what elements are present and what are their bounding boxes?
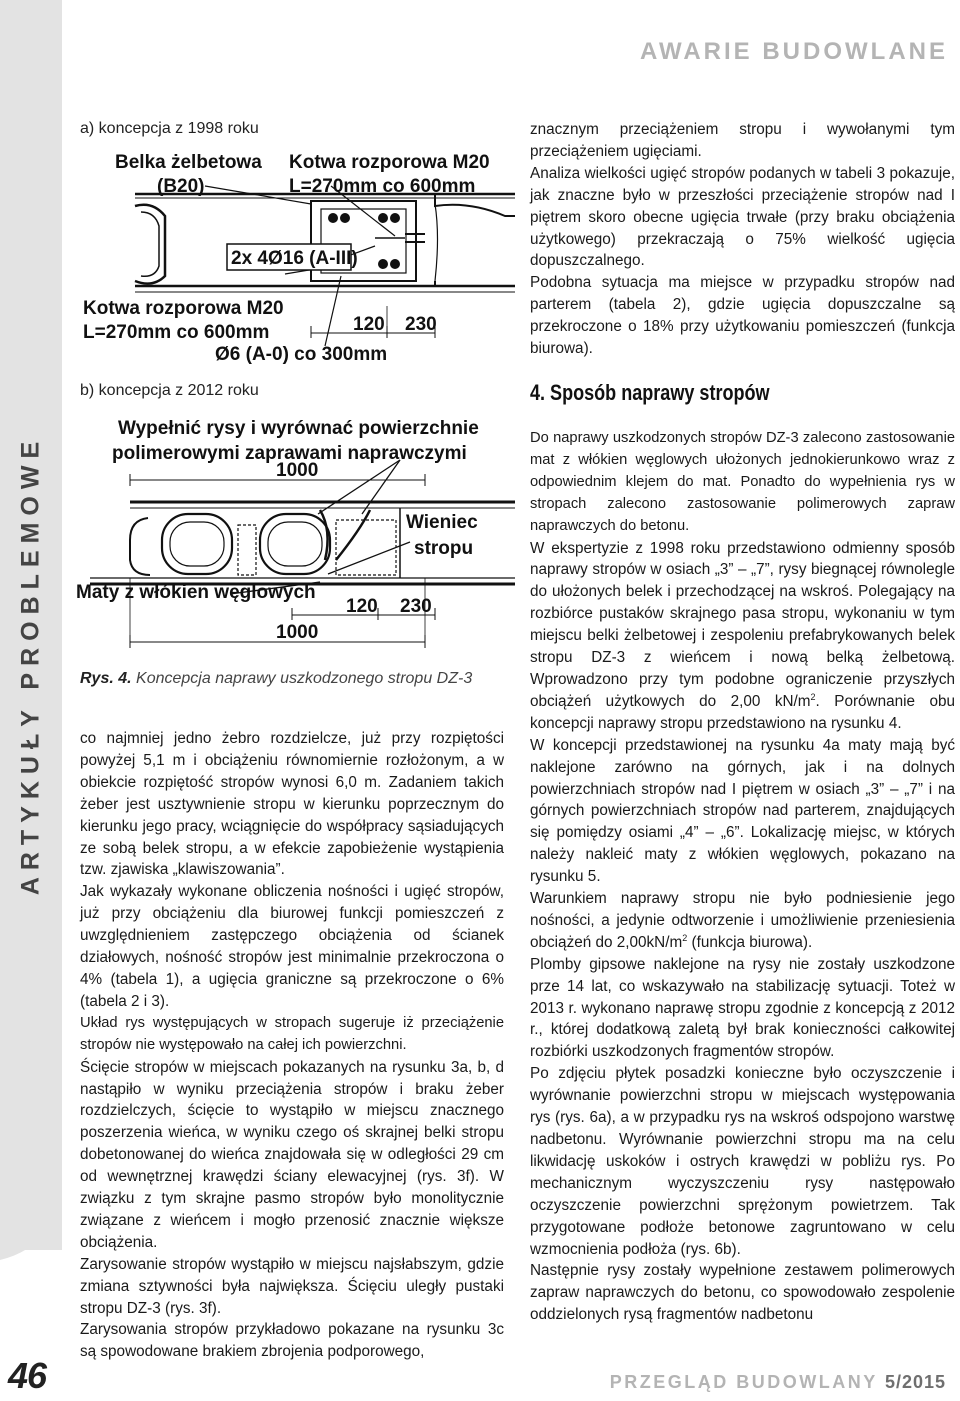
figure-caption-text: Koncepcja naprawy uszkodzonego stropu DZ-3 [131,670,473,687]
paragraph: Analiza wielkości ugięć stropów podanych w tabeli 3 pokazuje, jak znaczne było w przeszłości przeciążenie stropów nad I piętrem skoro obecne ugięcia trwałe (przy braku obciążenia użytkowego) przekraczają o 75% wielkość ugięcia dopuszczalnego. [530,164,955,270]
drawing-concept-2012 [70,410,515,660]
paragraph: Jak wykazały wykonane obliczenia nośności i ugięć stropów, już przy obciążeniu dla biurowej funkcji pomieszczeń z uwzględnieniem zastępczego obciążenia od ścianek działowych, nośność stropów jest minimalnie przekroczona o 4% (tabela 1), a ugięcia graniczne są przekroczone o 6% (tabela 2 i 3). [80,883,504,1010]
anchor-top-label-1: Kotwa rozporowa M20 [289,152,490,173]
paragraph: Zarysowania stropów przykładowo pokazane na rysunku 3c są spowodowane brakiem zbrojenia podporowego, [80,1321,504,1361]
carbon-mats-label: Maty z włókien węglowych [76,582,316,603]
section-label: ARTYKUŁY PROBLEMOWE [16,434,45,896]
paragraph: Ścięcie stropów w miejscach pokazanych na rysunku 3a, b, d nastąpiło w wyniku przeciążenia stropów i braku żeber rozdzielczych, ścięcie to wystąpiło w miejscu znacznego poszerzenia wieńca, w wyniku czego oś skrajnej belki stropu dobetonowanej do wieńca znajdowała się w odległości 29 cm od wewnętrznej krawędzi ściany elewacyjnej (rys. 3f). W związku z tym skrajne pasmo stropów było monolitycznie związane z wieńcem i mogło przenosić znacznie większe obciążenia. [80,1058,504,1251]
paragraph: Podobna sytuacja ma miejsce w przypadku stropów nad parterem (tabela 2), gdzie ugięcia dopuszczalne są przekroczone o 18% przy użytkowaniu pomieszczeń (funkcja biurowa). [530,274,955,358]
figure-caption-number: Rys. 4. [80,670,132,687]
dim-230-b: 230 [400,596,432,617]
paragraph: W koncepcji przedstawionej na rysunku 4a maty mają być naklejone zarówno na górnych, jak i na dolnych powierzchniach stropów nad I piętrem w osiach „3” – „7” i na górnych powierzchniach stropów nad parterem, znajdujących się pomiędzy osiami „4” – „6”. Lokalizację miejsc, w których należy nakleić maty z włókien węglowych, pokazano na rysunku 5. [530,736,955,886]
rebar-label: 2x 4Ø16 (A-III) [231,248,358,269]
dim-1000-bottom: 1000 [276,622,319,643]
right-column-bottom [530,428,955,1326]
drawing-concept-1998 [75,146,515,371]
paragraph-text: (funkcja biurowa). [687,933,813,951]
anchor-bottom-label-2: L=270mm co 600mm [83,322,270,343]
dim-120-a: 120 [353,314,385,335]
paragraph: Następnie rysy zostały wypełnione zestawem polimerowych zapraw naprawczych do betonu, co spowodowało zespolenie oddzielonych rysą fragmentów nadbetonu [530,1262,955,1324]
paragraph [530,538,955,735]
ring-beam-label-1: Wieniec [406,512,478,533]
figure-label-a: a) koncepcja z 1998 roku [80,120,259,137]
left-column [80,728,504,1363]
right-column-top [530,119,955,360]
superscript: 2 [682,932,688,943]
stirrups-label: Ø6 (A-0) co 300mm [215,344,388,365]
paragraph: Układ rys występujących w stropach sugeruje iż przeciążenie stropów nie występowało na całej ich powierzchni. [80,1014,504,1053]
ring-beam-label-2: stropu [414,538,474,559]
beam-label-2: (B20) [157,176,205,197]
sidebar-curve-decoration [0,1150,62,1260]
journal-issue: 5/2015 [884,1372,946,1392]
paragraph [530,888,955,954]
superscript: 2 [810,691,816,702]
paragraph: Plomby gipsowe naklejone na rysy nie zostały uszkodzone prze 14 lat, co wskazywało na stabilizację sytuacji. Toteż w 2013 r. wykonano naprawę stropu zgodnie z koncepcją z 2012 r., której dodatkową zaletą był brak konieczności całkowitej rozbiórki uszkodzonych fragmentów stropów. [530,955,955,1061]
paragraph: Do naprawy uszkodzonych stropów DZ-3 zalecono zastosowanie mat z włókien węglowych ułożonych jednokierunkowo wraz z odpowiednim klejem do mat. Ponadto do wypełnienia rys w stropach zalecono zastosowanie polimerowych zapraw naprawczych do betonu. [530,430,955,534]
paragraph: znacznym przeciążeniem stropu i wywołanymi tym przeciążeniem ugięciami. [530,121,955,160]
section-heading: 4. Sposób naprawy stropów [530,380,770,405]
anchor-bottom-label-1: Kotwa rozporowa M20 [83,298,284,319]
footer-journal [610,1372,946,1393]
dim-1000-top: 1000 [276,460,319,481]
figure-label-b: b) koncepcja z 2012 roku [80,382,259,399]
paragraph-text: W ekspertyzie z 1998 roku przedstawiono odmienny sposób naprawy stropów w osiach „3” – „7”, rysy biegnącej równolegle do ułożonych belek i przechodzącej na wskroś. Polegający na rozbiórce pustaków skrajnego pasa stropu, wykonaniu w tym miejscu belki żelbetowej i zespoleniu prefabrykowanych belek stropu DZ-3 z wieńcem i nową belką żelbetową. Wprowadzono przy tym podobne ograniczenie przyszłych obciążeń użytkowych do 2,00 kN/m [530,539,955,710]
paragraph: co najmniej jedno żebro rozdzielcze, już przy rozpiętości powyżej 5,1 m i obciążeniu równomiernie rozłożonym, a w obiekcie rozpiętość stropów wynosi 6,0 m. Zadaniem takich żeber jest usztywnienie stropu w kierunku poprzecznym do kierunku jego pracy, wciągnięcie do współpracy sąsiadujących ze sobą belek stropu, a w efekcie zapobieżenie wystąpienia tzw. zjawiska „klawiszowania”. [80,730,504,879]
paragraph: Po zdjęciu płytek posadzki konieczne było oczyszczenie i wyrównanie powierzchni stropu w miejscach występowania rys (rys. 6a), a w przypadku rys na wskroś odspojono warstwę nadbetonu. Wyrównanie powierzchni stropu ma na celu likwidację uskoków i ostrych krawędzi w pobliżu rys. Po mechanicznym wyczyszczeniu rysy następowało oczyszczenie powierzchni sprężonym powietrzem. Tak przygotowane podłoże betonowe zagruntowano w celu wzmocnienia podłoża (rys. 6b). [530,1065,955,1258]
paragraph: Zarysowanie stropów wystąpiło w miejscu najsłabszym, gdzie zmiana sztywności była największa. Ścięciu uległy pustaki stropu DZ-3 (rys. 3f). [80,1255,504,1317]
paragraph-text: . Porównanie obu koncepcji naprawy stropu przedstawiono na rysunku 4. [530,692,955,732]
anchor-top-label-2: L=270mm co 600mm [289,176,476,197]
figure-caption [80,670,472,688]
paragraph-text: Warunkiem naprawy stropu nie było podniesienie jego nośności, a jedynie odtworzenie i umożliwienie przeniesienia obciążeń do 2,00kN/m [530,890,955,951]
beam-label-1: Belka żelbetowa [115,152,262,173]
journal-name: PRZEGLĄD BUDOWLANY [609,1372,878,1392]
fill-cracks-label-2: polimerowymi zaprawami naprawczymi [112,443,467,464]
running-header: AWARIE BUDOWLANE [640,38,948,65]
dim-120-b: 120 [346,596,378,617]
page-number: 46 [8,1355,47,1396]
fill-cracks-label-1: Wypełnić rysy i wyrównać powierzchnie [118,418,479,439]
dim-230-a: 230 [405,314,437,335]
